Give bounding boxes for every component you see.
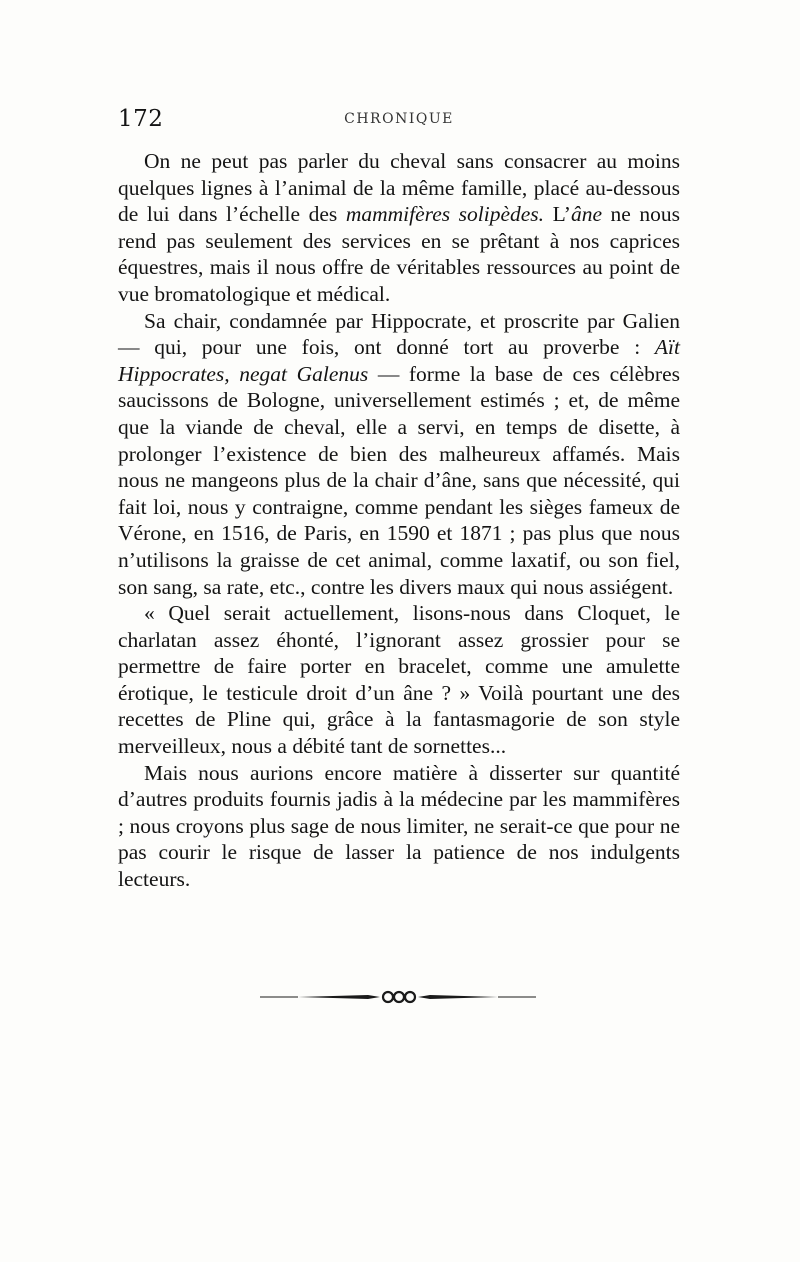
page-number: 172 <box>118 106 164 132</box>
paragraph-1-text-c: ne nous rend pas seulement des services en se prêtant à nos caprices équestres, mais il nous offre de véritables ressources au point de vue bromatologique et médical. <box>118 202 680 306</box>
paragraph-1-text-a: On ne peut pas parler du cheval sans consacrer au moins quelques lignes à l’animal de la même famille, placé au-dessous de lui dans l’échelle des <box>118 149 680 227</box>
paragraph-2-text-b: — forme la base de ces célèbres saucissons de Bologne, universellement estimés ; et, de même que la viande de cheval, elle a servi, en temps de disette, à prolonger l’existence de bien des malheureux affamés. Mais nous ne mangeons plus de la chair d’âne, sans que nécessité, qui fait loi, nous y contraigne, comme pendant les sièges fameux de Vérone, en 1516, de Paris, en 1590 et 1871 ; pas plus que nous n’utilisons la graisse de cet animal, comme laxatif, ou son fiel, son sang, sa rate, etc., contre les divers maux qui nous assiégent. <box>118 361 680 599</box>
paragraph-1-italic-b: âne <box>570 202 602 227</box>
paragraph-2 <box>118 308 680 601</box>
paragraph-3: « Quel serait actuellement, lisons-nous dans Cloquet, le charlatan assez éhonté, l’ignorant assez grossier pour se permettre de faire porter en bracelet, comme une amulette érotique, le testicule droit d’un âne ? » Voilà pourtant une des recettes de Pline qui, grâce à la fantasmagorie de son style merveilleux, nous a débité tant de sornettes... <box>118 601 680 759</box>
tailpiece-rule-ornament-icon <box>258 988 538 1006</box>
paragraph-2-italic-a: Aït Hippocrates, negat Galenus <box>118 335 680 386</box>
paragraph-1 <box>118 148 680 308</box>
paragraph-4: Mais nous aurions encore matière à disserter sur quantité d’autres produits fournis jadis à la médecine par les mammifères ; nous croyons plus sage de nous limiter, ne serait-ce que pour ne pas courir le risque de lasser la patience de nos indulgents lecteurs. <box>118 760 680 892</box>
page-header <box>118 106 680 136</box>
paragraph-1-italic-a: mammifères solipèdes. <box>345 202 545 227</box>
body-text <box>118 148 680 893</box>
running-head: CHRONIQUE <box>344 111 454 127</box>
paragraph-1-text-b: L’ <box>544 202 571 227</box>
paragraph-2-text-a: Sa chair, condamnée par Hippocrate, et proscrite par Galien — qui, pour une fois, ont donné tort au proverbe : <box>118 308 680 360</box>
